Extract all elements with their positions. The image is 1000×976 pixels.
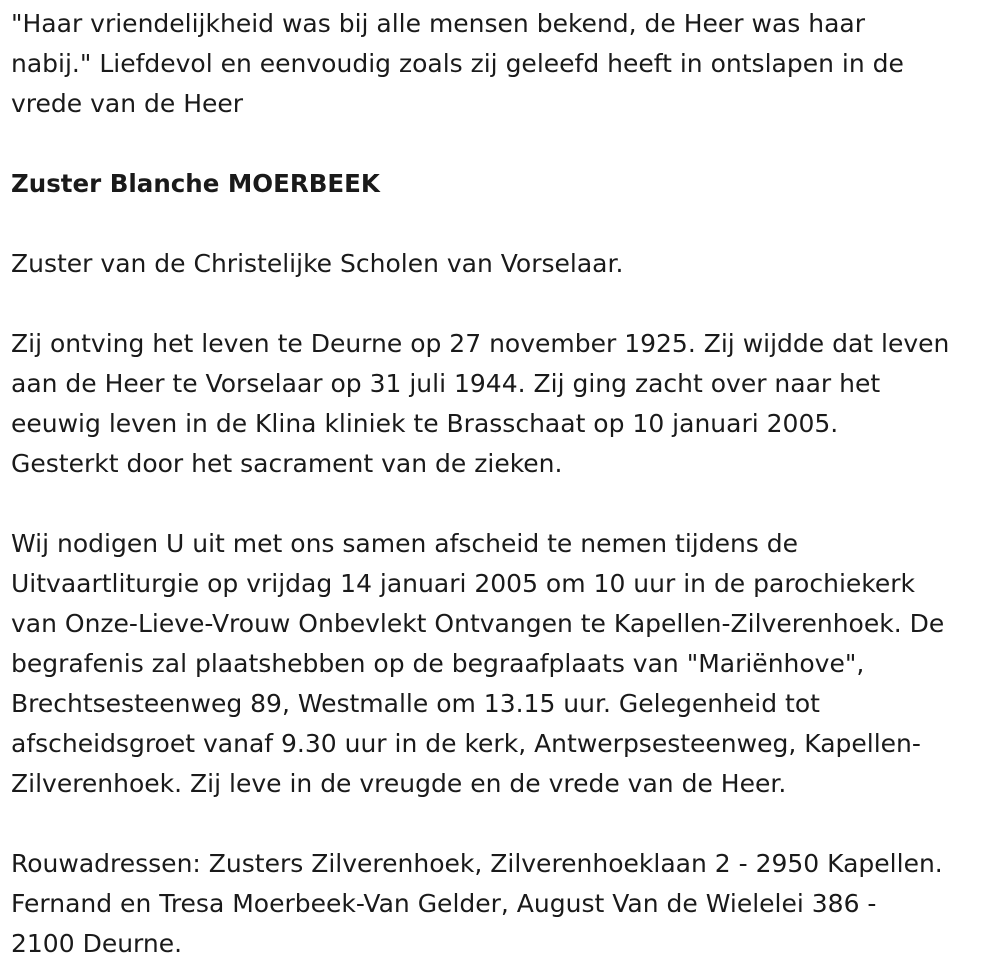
funeral-paragraph: Wij nodigen U uit met ons samen afscheid te nemen tijdens de Uitvaartliturgie op vrijdag 14 januari 2005 om 10 uur in de parochiekerk van Onze-Lieve-Vrouw Onbevlekt Ontvangen te Kapellen-Zilverenhoek. De begrafenis zal plaatshebben op de begraafplaats van "Mariënhove", Brechtsesteenweg 89, Westmalle om 13.15 uur. Gelegenheid tot afscheidsgroet vanaf 9.30 uur in de kerk, Antwerpsesteenweg, Kapellen- Zilverenhoek. Zij leve in de vreugde en de vrede van de Heer.	[11, 529, 945, 798]
spacer	[11, 804, 991, 844]
opening-quote: "Haar vriendelijkheid was bij alle mensen bekend, de Heer was haar nabij." Liefdevol en eenvoudig zoals zij geleefd heeft in ontslapen in de vrede van de Heer	[11, 9, 904, 118]
spacer	[11, 124, 991, 164]
congregation-line: Zuster van de Christelijke Scholen van Vorselaar.	[11, 249, 624, 278]
life-paragraph: Zij ontving het leven te Deurne op 27 november 1925. Zij wijdde dat leven aan de Heer te Vorselaar op 31 juli 1944. Zij ging zacht over naar het eeuwig leven in de Klina kliniek te Brasschaat op 10 januari 2005. Gesterkt door het sacrament van de zieken.	[11, 329, 950, 478]
spacer	[11, 484, 991, 524]
mourning-addresses: Rouwadressen: Zusters Zilverenhoek, Zilverenhoeklaan 2 - 2950 Kapellen. Fernand en Tresa Moerbeek-Van Gelder, August Van de Wielelei 386 - 2100 Deurne.	[11, 849, 943, 958]
deceased-name: Zuster Blanche MOERBEEK	[11, 169, 380, 198]
spacer	[11, 284, 991, 324]
obituary-notice	[11, 4, 991, 964]
spacer	[11, 204, 991, 244]
